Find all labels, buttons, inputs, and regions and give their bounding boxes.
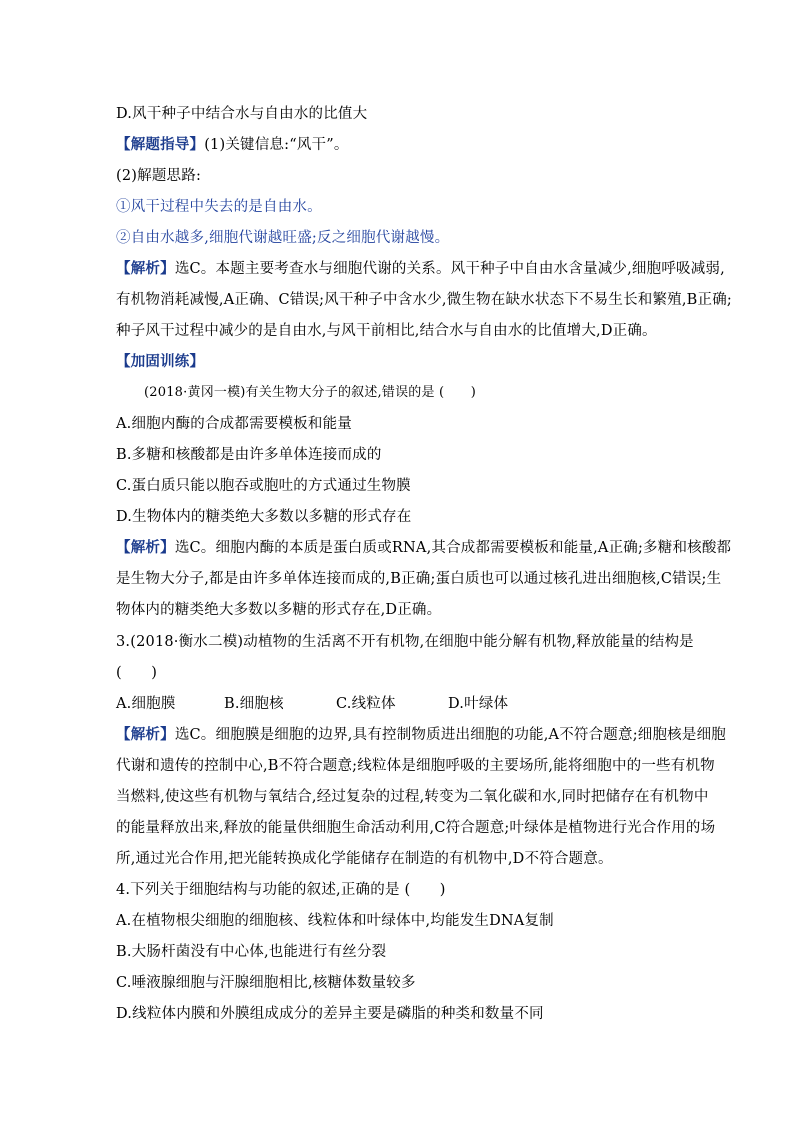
question-3-option-c: C.线粒体 (336, 696, 396, 712)
question-reinforce-option-c: C.蛋白质只能以胞吞或胞吐的方式通过生物膜 (116, 478, 411, 494)
analysis-2-line-2: 是生物大分子,都是由许多单体连接而成的,B正确;蛋白质也可以通过核孔进出细胞核,C错误;生 (116, 571, 722, 587)
option-d-line: D.风干种子中结合水与自由水的比值大 (116, 106, 368, 122)
approach-step-2: ②自由水越多,细胞代谢越旺盛;反之细胞代谢越慢。 (116, 230, 450, 246)
question-4-option-d: D.线粒体内膜和外膜组成成分的差异主要是磷脂的种类和数量不同 (116, 1006, 544, 1022)
approach-heading: (2)解题思路: (116, 168, 202, 184)
analysis-1-line-2: 有机物消耗减慢,A正确、C错误;风干种子中含水少,微生物在缺水状态下不易生长和繁殖,B正确; (116, 292, 733, 308)
analysis-3-line-2: 代谢和遗传的控制中心,B不符合题意;线粒体是细胞呼吸的主要场所,能将细胞中的一些有机物 (116, 758, 715, 774)
reinforcement-tag: 【加固训练】 (116, 353, 205, 370)
question-4-option-b: B.大肠杆菌没有中心体,也能进行有丝分裂 (116, 944, 387, 960)
question-3-option-b: B.细胞核 (224, 696, 284, 712)
guidance-tag: 【解题指导】 (116, 136, 205, 153)
question-3-option-d: D.叶绿体 (448, 696, 509, 712)
question-4-stem: 4.下列关于细胞结构与功能的叙述,正确的是 ( ) (116, 882, 446, 898)
question-reinforce-option-d: D.生物体内的糖类绝大多数以多糖的形式存在 (116, 509, 412, 525)
question-reinforce-option-b: B.多糖和核酸都是由许多单体连接而成的 (116, 447, 382, 463)
analysis-1-line-1 (116, 259, 725, 279)
question-3-stem: 3.(2018·衡水二模)动植物的生活离不开有机物,在细胞中能分解有机物,释放能量的结构是 (116, 634, 694, 650)
question-3-paren: ( ) (116, 665, 158, 681)
analysis-tag: 【解析】 (116, 539, 175, 556)
analysis-3-line-3: 当燃料,使这些有机物与氧结合,经过复杂的过程,转变为二氧化碳和水,同时把储存在有机物中 (116, 789, 709, 805)
analysis-tag: 【解析】 (116, 260, 175, 277)
reinforcement-heading (116, 352, 204, 372)
analysis-tag: 【解析】 (116, 726, 175, 743)
guidance-line (116, 135, 349, 155)
analysis-3-line-1 (116, 725, 726, 745)
analysis-text: 选C。细胞膜是细胞的边界,具有控制物质进出细胞的功能,A不符合题意;细胞核是细胞 (174, 727, 726, 743)
question-reinforce-stem: (2018·黄冈一模)有关生物大分子的叙述,错误的是 ( ) (144, 385, 476, 400)
analysis-1-line-3: 种子风干过程中减少的是自由水,与风干前相比,结合水与自由水的比值增大,D正确。 (116, 323, 657, 339)
question-4-option-a: A.在植物根尖细胞的细胞核、线粒体和叶绿体中,均能发生DNA复制 (116, 913, 554, 929)
guidance-text: (1)关键信息:“风干”。 (204, 137, 349, 153)
question-4-option-c: C.唾液腺细胞与汗腺细胞相比,核糖体数量较多 (116, 975, 416, 991)
analysis-3-line-5: 所,通过光合作用,把光能转换成化学能储存在制造的有机物中,D不符合题意。 (116, 851, 613, 867)
approach-step-1: ①风干过程中失去的是自由水。 (116, 199, 322, 215)
analysis-text: 选C。本题主要考查水与细胞代谢的关系。风干种子中自由水含量减少,细胞呼吸减弱, (174, 261, 725, 277)
question-reinforce-option-a: A.细胞内酶的合成都需要模板和能量 (116, 416, 352, 432)
analysis-2-line-3: 物体内的糖类绝大多数以多糖的形式存在,D正确。 (116, 602, 442, 618)
question-3-option-a: A.细胞膜 (116, 696, 176, 712)
analysis-3-line-4: 的能量释放出来,释放的能量供细胞生命活动利用,C符合题意;叶绿体是植物进行光合作用的场 (116, 820, 716, 836)
analysis-text: 选C。细胞内酶的本质是蛋白质或RNA,其合成都需要模板和能量,A正确;多糖和核酸都 (174, 540, 732, 556)
analysis-2-line-1 (116, 538, 731, 558)
